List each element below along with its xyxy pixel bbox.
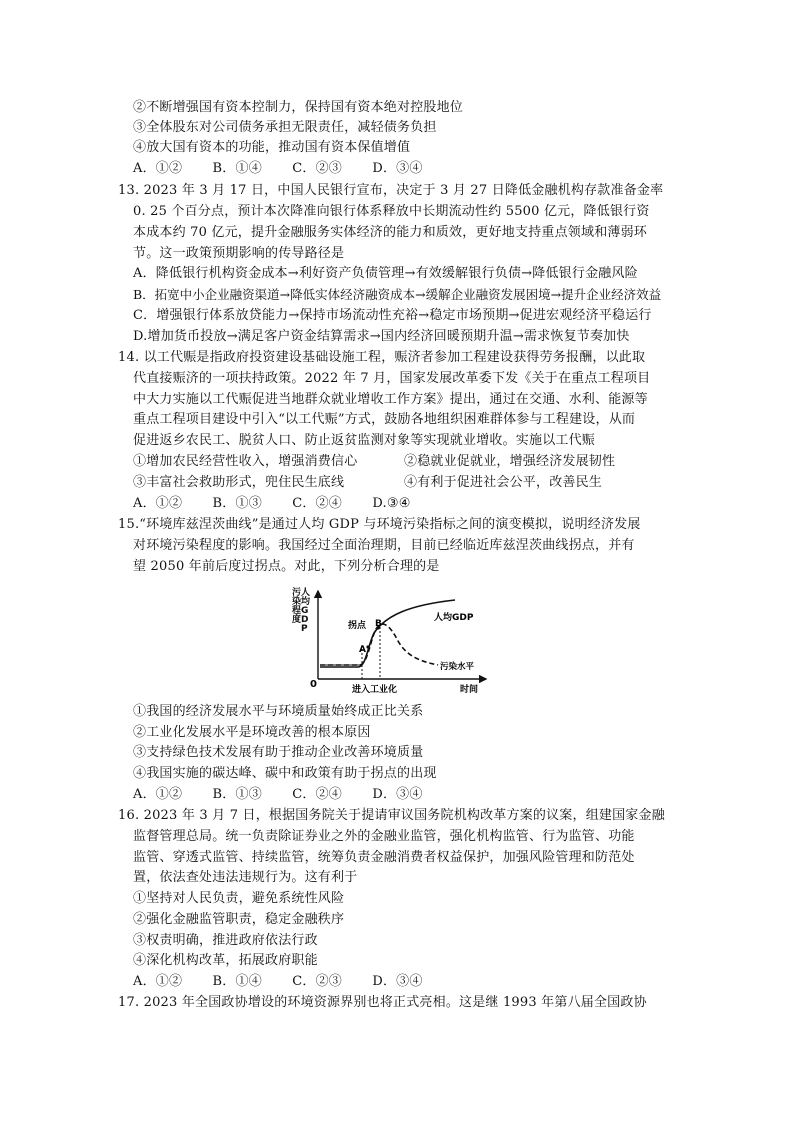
q12-item-2: ②不断增强国有资本控制力，保持国有资本绝对控股地位 [133,100,464,115]
q14-option-a: A．①② [133,496,183,511]
q16-item-2: ②强化金融监管职责，稳定金融秩序 [133,912,345,927]
q14-stem-1: 14. 以工代赈是指政府投资建设基础设施工程，赈济者参加工程建设获得劳务报酬，以此取 [118,350,646,365]
q15-item-4: ④我国实施的碳达峰、碳中和政策有助于拐点的出现 [133,766,437,781]
q14-item-1: ①增加农民经营性收入，增强消费信心 [133,454,358,469]
q16-stem-1: 16. 2023 年 3 月 7 日，根据国务院关于提请审议国务院机构改革方案的议案，组建国家金融 [118,808,665,823]
q14-stem-5: 促进返乡农民工、脱贫人口、防止返贫监测对象等实现就业增收。实施以工代赈 [133,433,596,448]
pollution-curve-label: 污染水平 [440,662,475,672]
q13-option-c: C．增强银行体系放贷能力→保持市场流动性充裕→稳定市场预期→促进宏观经济平稳运行 [133,308,652,323]
q13-option-d: D.增加货币投放→满足客户资金结算需求→国内经济回暖预期升温→需求恢复节奏加快 [133,329,630,344]
q14-option-d: D.③④ [372,496,411,511]
q12-option-b: B．①④ [212,161,262,176]
q12-item-3: ③全体股东对公司债务承担无限责任，减轻债务负担 [133,120,437,135]
y-title-char: P [301,624,308,634]
y-title-char: 度 [292,615,302,625]
q15-item-1: ①我国的经济发展水平与环境质量始终成正比关系 [133,704,424,719]
q15-item-3: ③支持绿色技术发展有助于推动企业改善环境质量 [133,745,424,760]
q15-option-c: C．②④ [292,787,342,802]
q14-item-4: ④有利于促进社会公平，改善民生 [404,475,603,490]
q15-stem-2: 对环境污染程度的影响。我国经过全面治理期，目前已经临近库兹涅茨曲线拐点，并有 [133,538,635,553]
q13-option-b: B．拓宽中小企业融资渠道→降低实体经济融资成本→缓解企业融资发展困境→提升企业经济效益 [133,287,662,302]
q16-options [133,973,449,991]
q15-stem-1: 15.“环境库兹涅茨曲线”是通过人均 GDP 与环境污染指标之间的演变模拟，说明经济发展 [118,517,641,532]
q16-stem-3: 监管、穿透式监管、持续监管，统筹负责金融消费者权益保护，加强风险管理和防范处 [133,850,635,865]
pollution-curve [320,624,438,665]
origin-label: 0 [310,679,317,690]
y-axis-title [292,586,311,634]
q15-item-2: ②工业化发展水平是环境改善的根本原因 [133,725,371,740]
q16-option-a: A．①② [133,974,183,989]
q16-option-d: D．③④ [372,974,423,989]
q14-item-3: ③丰富社会救助形式，兜住民生底线 [133,475,345,490]
q14-stem-4: 重点工程项目建设中引入“以工代赈”方式，鼓励各地组织困难群体参与工程建设，从而 [133,412,636,427]
turning-point-label: 拐点 [348,621,367,631]
y-title-char: D [301,615,309,625]
q16-item-1: ①坚持对人民负责，避免系统性风险 [133,891,345,906]
q13-stem-3: 本成本约 70 亿元，提升金融服务实体经济的能力和质效，更好地支持重点领域和薄弱环 [133,225,648,240]
q16-item-4: ④深化机构改革，拓展政府职能 [133,953,318,968]
q16-stem-2: 监督管理总局。统一负责除证券业之外的金融业监管，强化机构监管、行为监管、功能 [133,829,635,844]
q15-option-d: D．③④ [372,787,423,802]
q12-options [133,160,449,178]
label-b: B [375,619,382,629]
q12-item-4: ④放大国有资本的功能，推动国有资本保值增值 [133,140,411,155]
industrial-label: 进入工业化 [352,685,398,695]
q13-stem-4: 节。这一政策预期影响的传导路径是 [133,246,345,261]
q14-options [133,495,437,513]
q16-stem-4: 置，依法查处违法违规行为。这有利于 [133,870,358,885]
y-title-char: G [301,606,309,616]
y-title-char: 均 [301,597,311,607]
q14-stem-2: 代直接赈济的一项扶持政策。2022 年 7 月，国家发展改革委下发《关于在重点工程项目 [133,371,651,386]
y-title-char: 人 [301,588,311,598]
q16-item-3: ③权责明确，推进政府依法行政 [133,933,318,948]
kuznets-curve-figure [292,585,500,695]
q13-option-a: A．降低银行机构资金成本→利好资产负债管理→有效缓解银行负债→降低银行金融风险 [133,266,638,281]
q13-stem-2: 0. 25 个百分点，预计本次降准向银行体系释放中长期流动性约 5500 亿元，降低银行资 [133,204,650,219]
q12-option-c: C．②③ [292,161,342,176]
y-title-char: 染 [292,597,302,607]
q14-option-c: C．②④ [292,496,342,511]
q16-option-b: B．①④ [212,974,262,989]
q17-stem-1: 17. 2023 年全国政协增设的环境资源界别也将正式亮相。这是继 1993 年第八届全国政协 [118,995,647,1010]
q13-stem-1: 13. 2023 年 3 月 17 日，中国人民银行宣布，决定于 3 月 27 日降低金融机构存款准备金率 [118,183,664,198]
q12-option-a: A．①② [133,161,183,176]
q15-option-a: A．①② [133,787,183,802]
q14-item-2: ②稳就业促就业，增强经济发展韧性 [404,454,616,469]
x-axis-title: 时间 [460,685,479,695]
q12-option-d: D．③④ [372,161,423,176]
gdp-curve [320,600,455,667]
y-title-char: 污 [292,588,302,598]
y-title-char: 程 [292,606,302,616]
q14-option-b: B．①③ [212,496,262,511]
label-a: A [359,645,366,655]
q14-stem-3: 中大力实施以工代赈促进当地群众就业增收工作方案》提出，通过在交通、水利、能源等 [133,392,648,407]
q15-option-b: B．①③ [212,787,262,802]
point-a [366,645,369,648]
q15-options [133,786,449,804]
gdp-curve-label: 人均GDP [434,613,474,623]
q16-option-c: C．②③ [292,974,342,989]
q15-stem-3: 望 2050 年前后度过拐点。对此，下列分析合理的是 [133,559,440,574]
